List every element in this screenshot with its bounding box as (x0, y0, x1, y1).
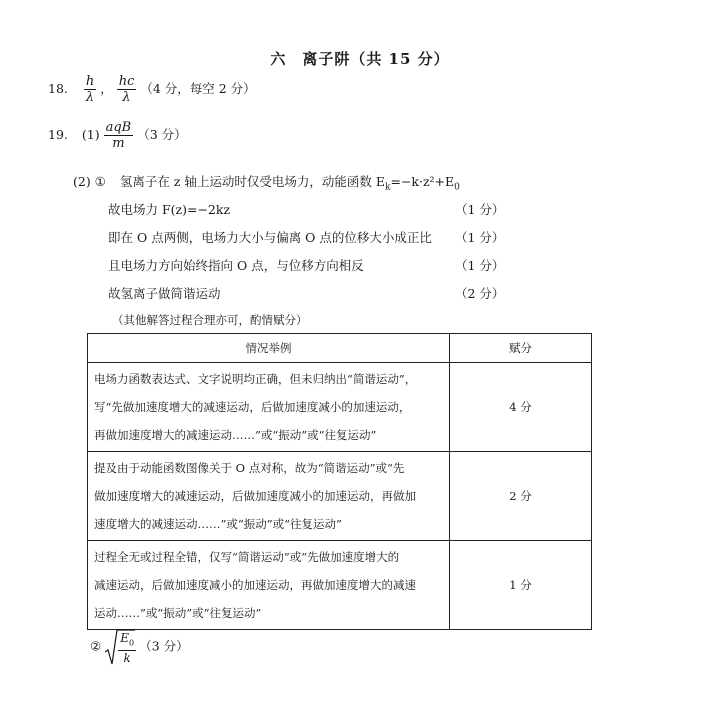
score-note: （4 分，每空 2 分） (140, 81, 256, 96)
question-number: 18. (48, 81, 68, 96)
table-row (88, 363, 592, 452)
step-1-score: （1 分） (455, 202, 505, 217)
table-row (88, 452, 592, 541)
step-4: 故氢离子做简谐运动 (108, 286, 221, 301)
step-2-score: （1 分） (455, 230, 505, 245)
score-note: （3 分） (137, 127, 187, 142)
fraction-hc-over-lambda: $\frac{hc}{\lambda}$ (118, 74, 135, 105)
question-18: 18. $\frac{h}{\lambda}$ ， $\frac{hc}{\lambda}$ （4 分，每空 2 分） (48, 74, 256, 105)
sqrt-expression (105, 628, 135, 666)
question-19 (48, 120, 187, 151)
remark: （其他解答过程合理亦可，酌情赋分） (112, 313, 308, 327)
header-cases: 情况举例 (88, 334, 450, 363)
step-3-score: （1 分） (455, 258, 505, 273)
section-title: 六 离子阱（共 15 分） (270, 50, 450, 68)
case-description: 提及由于动能函数图像关于 O 点对称，故为“简谐运动”或“先 做加速度增大的减速运动，后做加速度减小的加速运动，再做加 速度增大的减速运动……”或“振动”或“往复运动” (88, 452, 450, 541)
fraction-h-over-lambda: $\frac{h}{\lambda}$ (85, 74, 95, 105)
case-description: 电场力函数表达式、文字说明均正确，但未归纳出“简谐运动”， 写“先做加速度增大的减速运动，后做加速度减小的加速运动， 再做加速度增大的减速运动……”或“振动”或“往复运动” (88, 363, 450, 452)
header-score: 赋分 (450, 334, 592, 363)
table-row (88, 541, 592, 630)
question-number: 19. (48, 127, 68, 142)
case-description: 过程全无或过程全错，仅写“简谐运动”或“先做加速度增大的 减速运动，后做加速度减小的加速运动，再做加速度增大的减速 运动……”或“振动”或“往复运动” (88, 541, 450, 630)
step-2: 即在 O 点两侧，电场力大小与偏离 O 点的位移大小成正比 (108, 230, 432, 245)
part2-intro: (2) ① 氢离子在 z 轴上运动时仅受电场力，动能函数 $E_k=-k\cdot z^2+E_0$ (73, 174, 460, 193)
part2b (90, 628, 189, 666)
step-3: 且电场力方向始终指向 O 点，与位移方向相反 (108, 258, 364, 273)
table-header-row (88, 334, 592, 363)
part-label: ② (90, 638, 102, 654)
case-score: 2 分 (450, 452, 592, 541)
fraction-E0-over-k: $\frac{E_0}{k}$ (120, 631, 135, 666)
case-score: 4 分 (450, 363, 592, 452)
part-label: (2) ① (73, 174, 106, 189)
part-label: (1) (81, 127, 100, 142)
grading-table (87, 333, 592, 630)
step-1: 故电场力 F(z)=−2kz (108, 202, 231, 217)
score-note: （3 分） (139, 638, 189, 654)
step-4-score: （2 分） (455, 286, 505, 301)
fraction-aqB-over-m: $\frac{\text{aqB}}{m}$ (105, 120, 132, 151)
case-score: 1 分 (450, 541, 592, 630)
